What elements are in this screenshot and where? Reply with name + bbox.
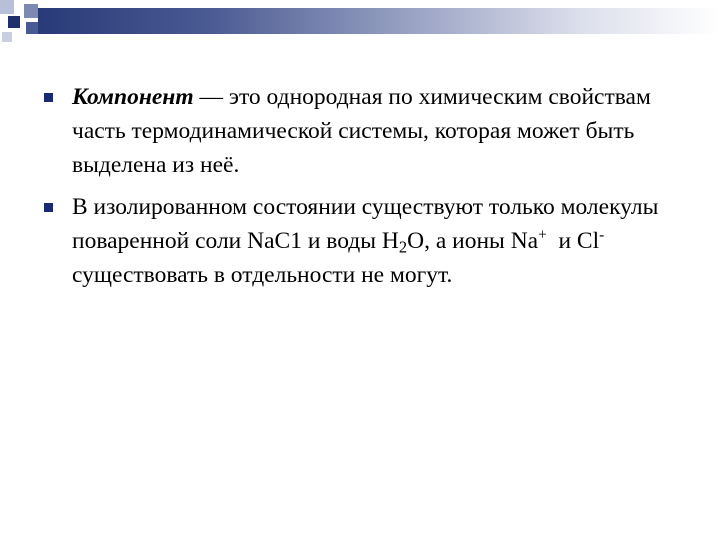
text-segment: и Cl	[546, 228, 600, 254]
superscript-plus: +	[538, 226, 547, 244]
definition-text: — это однородная по химическим свойствам часть термодинамической системы, которая может быть выделена из неё.	[72, 84, 651, 178]
square-bullet-icon	[44, 203, 53, 212]
text-segment: существовать в отдельности не могут.	[72, 262, 453, 288]
text-segment: В изолированном состоянии существуют только молекулы поваренной соли NaC1 и воды H	[72, 194, 659, 254]
term-component: Компонент	[72, 84, 194, 110]
corner-square	[0, 0, 14, 14]
corner-square	[26, 22, 38, 34]
bullet-item-isolated-state	[44, 190, 684, 292]
superscript-minus: -	[599, 226, 605, 244]
square-bullet-icon	[44, 93, 53, 102]
header-gradient-band	[38, 8, 720, 34]
text-segment: O, а ионы Na	[407, 228, 539, 254]
corner-square	[24, 4, 38, 18]
subscript-2: 2	[398, 237, 408, 257]
bullet-item-component-definition	[44, 80, 684, 182]
corner-square	[8, 16, 20, 28]
slide-content	[44, 80, 684, 300]
corner-square	[2, 32, 12, 42]
